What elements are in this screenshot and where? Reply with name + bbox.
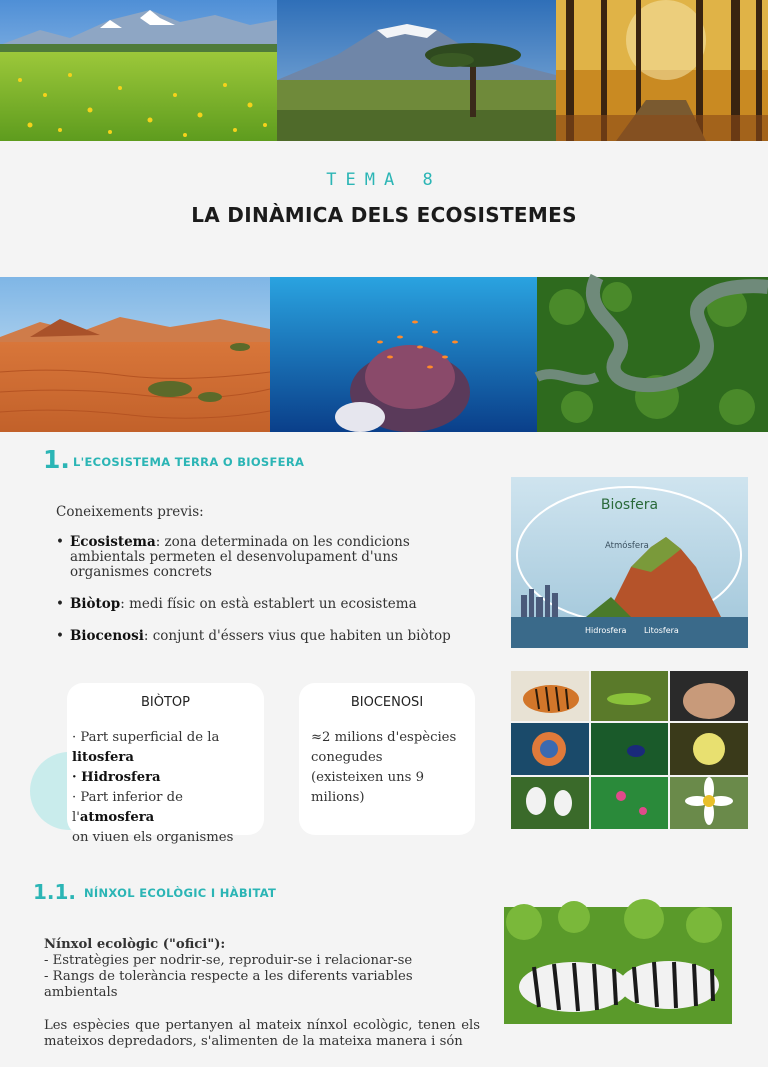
biosphere-label: Biosfera (600, 497, 659, 513)
intro-text: Coneixements previs: (56, 504, 204, 520)
coral-reef-photo (270, 277, 537, 432)
definition-item (56, 629, 476, 644)
hydrosphere-label: Hidrosfera (585, 626, 627, 635)
subsection-number: 1.1. (33, 880, 77, 904)
definition-item (56, 597, 476, 612)
card-body (72, 728, 264, 848)
definition-item (56, 535, 476, 580)
ninxol-paragraph: Les espècies que pertanyen al mateix nínxol ecològic, tenen els mateixos depredadors, s'alimenten de la mateixa manera i són (44, 1018, 480, 1049)
biotop-line: on viuen els organismes (72, 830, 234, 845)
ninxol-heading: Nínxol ecològic ("ofici"): (44, 937, 226, 952)
biocenosi-line: (existeixen uns 9 milions) (311, 770, 424, 805)
definition-term: Biocenosi (70, 628, 144, 644)
definition-term: Ecosistema (70, 534, 156, 550)
atmosphere-label: Atmósfera (605, 541, 649, 551)
autumn-forest-photo (556, 0, 768, 141)
zebras-photo (504, 907, 732, 1024)
biotop-line: · Part superficial de la (72, 730, 220, 745)
biotop-card (67, 683, 264, 845)
tema-label: TEMA 8 (326, 170, 442, 190)
biocenosi-line: conegudes (311, 750, 383, 765)
species-collage (511, 671, 748, 829)
section-title: L'ECOSISTEMA TERRA O BIOSFERA (73, 455, 305, 469)
definition-text: : medi físic on està establert un ecosistema (120, 596, 417, 612)
biotop-term: · Hidrosfera (72, 770, 161, 785)
savanna-kilimanjaro-photo (277, 0, 556, 141)
meadow-mountains-photo (0, 0, 277, 141)
ninxol-line: - Rangs de tolerància respecte a les diferents variables ambientals (44, 969, 413, 1000)
card-title: BIÒTOP (141, 695, 190, 710)
biotop-term: litosfera (72, 750, 134, 765)
desert-dunes-photo (0, 277, 270, 432)
lithosphere-label: Litosfera (644, 626, 679, 635)
card-title: BIOCENOSI (350, 695, 424, 710)
biotop-term: atmosfera (79, 810, 155, 825)
ninxol-line: - Estratègies per nodrir-se, reproduir-se i relacionar-se (44, 953, 413, 968)
card-body (311, 728, 475, 808)
biocenosi-card (299, 683, 475, 835)
definitions-list (56, 535, 476, 661)
biocenosi-line: ≈2 milions d'espècies (311, 730, 457, 745)
ninxol-text-block (44, 937, 480, 1067)
page-title: LA DINÀMICA DELS ECOSISTEMES (191, 203, 577, 227)
definition-term: Biòtop (70, 596, 121, 612)
river-rainforest-photo (537, 277, 768, 432)
definition-text: : conjunt d'éssers vius que habiten un biòtop (143, 628, 451, 644)
definition-text: : zona determinada on les condicions ambientals permeten el desenvolupament d'uns organismes concrets (70, 534, 410, 580)
subsection-title: NÍNXOL ECOLÒGIC I HÀBITAT (84, 886, 277, 900)
section-number: 1. (43, 445, 70, 474)
biotop-line: · Part inferior de l' (72, 790, 183, 825)
biosphere-diagram (511, 477, 748, 648)
